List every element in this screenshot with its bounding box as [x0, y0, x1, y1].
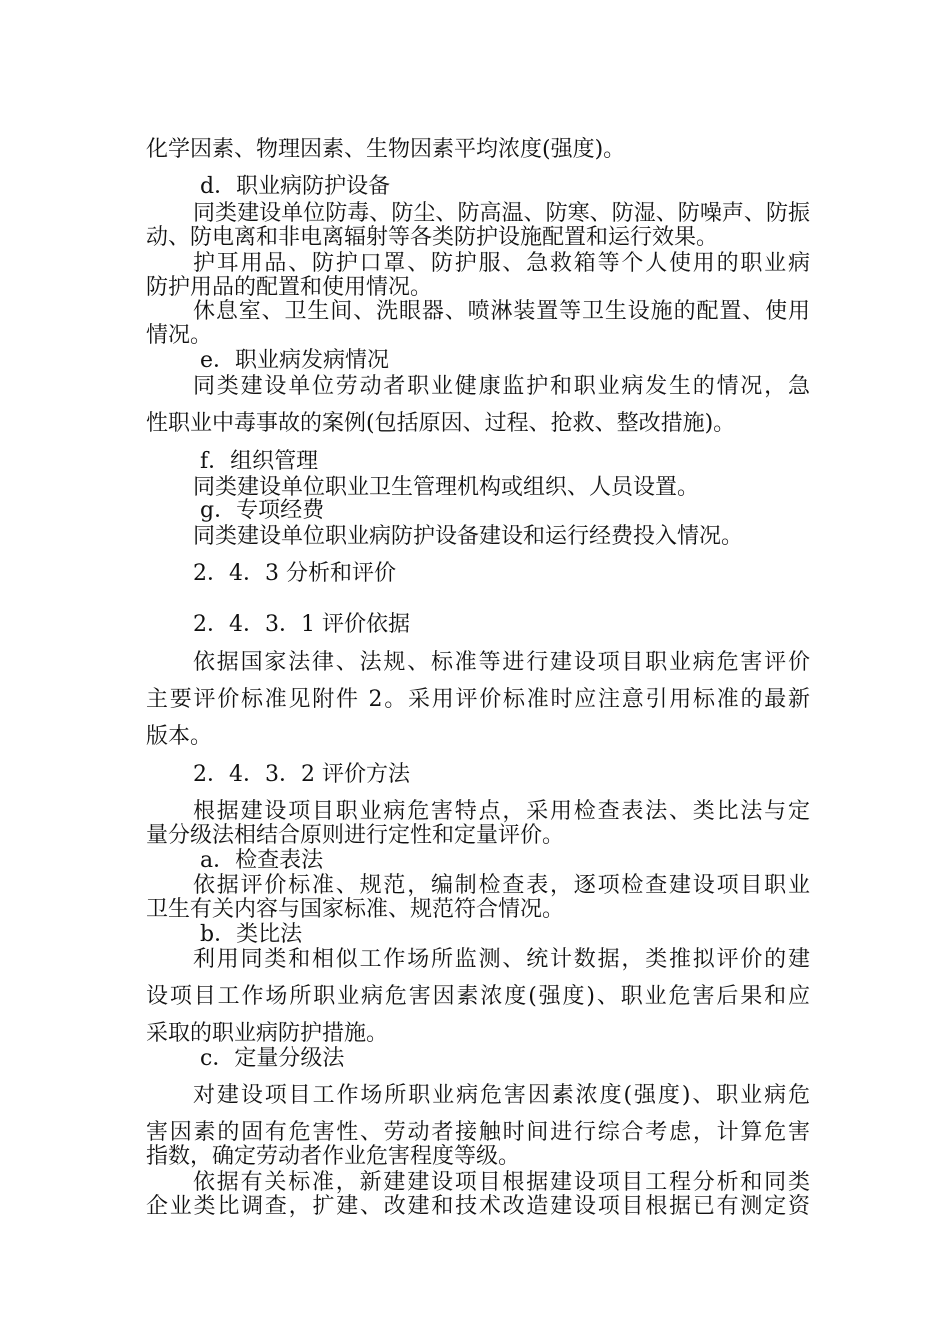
list-heading: a．检查表法: [200, 848, 324, 873]
section-heading: 2．4．3．1 评价依据: [193, 612, 410, 637]
list-heading: d．职业病防护设备: [200, 174, 391, 199]
paragraph-line: 依据国家法律、法规、标准等进行建设项目职业病危害评价: [193, 650, 810, 675]
paragraph-line: 动、防电离和非电离辐射等各类防护设施配置和运行效果。: [146, 225, 719, 250]
paragraph-line: 根据建设项目职业病危害特点，采用检查表法、类比法与定: [193, 799, 810, 824]
paragraph-line: 防护用品的配置和使用情况。: [146, 275, 433, 300]
paragraph-line: 情况。: [146, 323, 213, 348]
paragraph-line: 害因素的固有危害性、劳动者接触时间进行综合考虑，计算危害: [146, 1120, 810, 1145]
paragraph-line: 企业类比调查，扩建、改建和技术改造建设项目根据已有测定资: [146, 1194, 810, 1219]
text-line: 化学因素、物理因素、生物因素平均浓度(强度)。: [146, 137, 626, 162]
paragraph-line: 对建设项目工作场所职业病危害因素浓度(强度)、职业病危: [193, 1083, 810, 1108]
paragraph-line: 休息室、卫生间、洗眼器、喷淋装置等卫生设施的配置、使用: [193, 299, 810, 324]
paragraph-line: 同类建设单位防毒、防尘、防高温、防寒、防湿、防噪声、防振: [193, 201, 810, 226]
paragraph-line: 版本。: [146, 724, 213, 749]
list-heading: g．专项经费: [200, 498, 325, 523]
paragraph-line: 采取的职业病防护措施。: [146, 1021, 389, 1046]
paragraph-line: 量分级法相结合原则进行定性和定量评价。: [146, 823, 565, 848]
paragraph-line: 同类建设单位劳动者职业健康监护和职业病发生的情况，急: [193, 374, 810, 399]
section-heading: 2．4．3 分析和评价: [193, 561, 396, 586]
section-heading: 2．4．3．2 评价方法: [193, 762, 410, 787]
list-heading: b．类比法: [200, 922, 303, 947]
paragraph-line: 同类建设单位职业病防护设备建设和运行经费投入情况。: [193, 524, 744, 549]
paragraph-line: 同类建设单位职业卫生管理机构或组织、人员设置。: [193, 475, 700, 500]
paragraph-line: 护耳用品、防护口罩、防护服、急救箱等个人使用的职业病: [193, 251, 810, 276]
paragraph-line: 指数，确定劳动者作业危害程度等级。: [146, 1144, 521, 1169]
paragraph-line: 依据有关标准，新建建设项目根据建设项目工程分析和同类: [193, 1170, 810, 1195]
list-heading: c．定量分级法: [200, 1046, 345, 1071]
paragraph-line: 依据评价标准、规范，编制检查表，逐项检查建设项目职业: [193, 873, 810, 898]
paragraph-line: 利用同类和相似工作场所监测、统计数据，类推拟评价的建: [193, 947, 810, 972]
paragraph-line: 性职业中毒事故的案例(包括原因、过程、抢救、整改措施)。: [146, 411, 736, 436]
list-heading: e．职业病发病情况: [200, 348, 390, 373]
paragraph-line: 主要评价标准见附件 2。采用评价标准时应注意引用标准的最新: [146, 687, 810, 712]
paragraph-line: 卫生有关内容与国家标准、规范符合情况。: [146, 897, 565, 922]
paragraph-line: 设项目工作场所职业病危害因素浓度(强度)、职业危害后果和应: [146, 984, 810, 1009]
list-heading: f．组织管理: [200, 449, 319, 474]
